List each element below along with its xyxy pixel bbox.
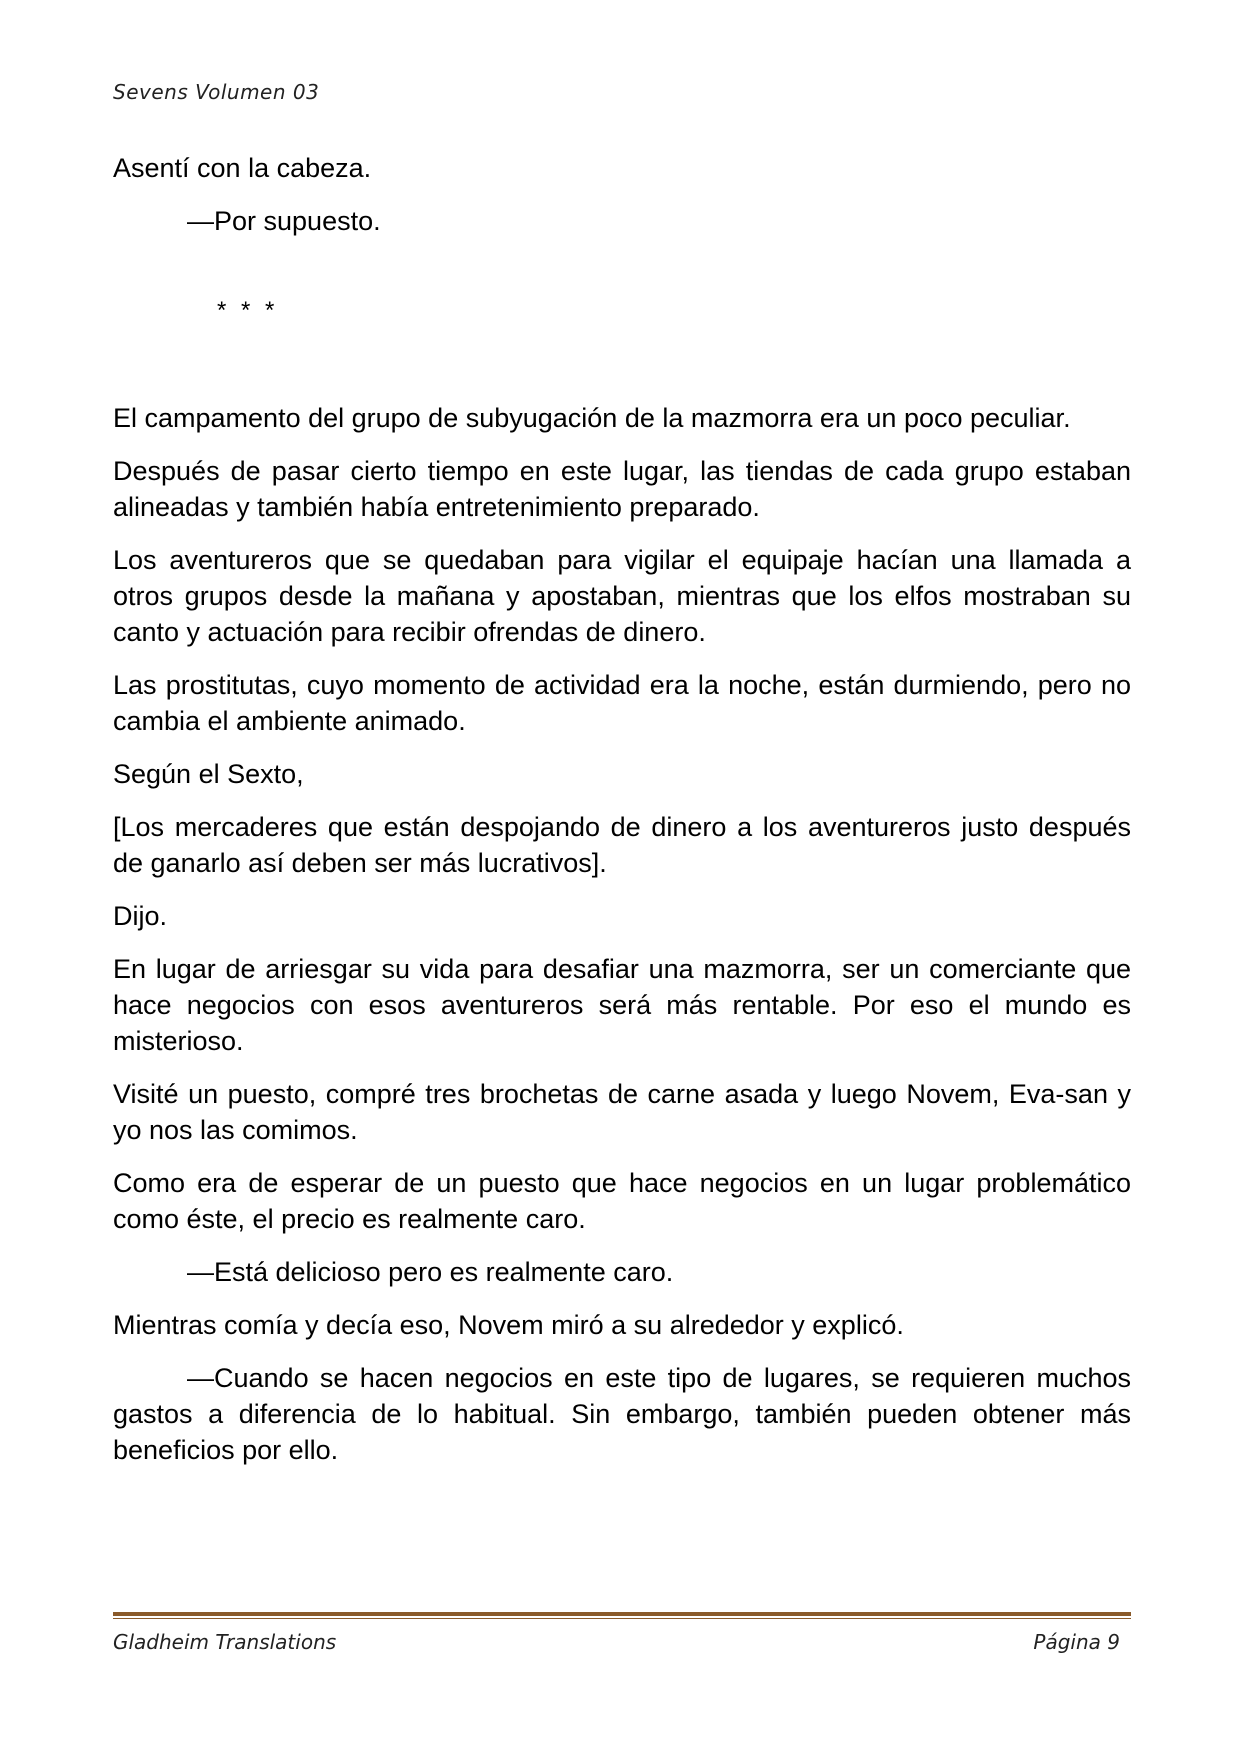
paragraph: Visité un puesto, compré tres brochetas de carne asada y luego Novem, Eva-san y yo nos las comimos.: [113, 1079, 1131, 1145]
paragraph: Los aventureros que se quedaban para vigilar el equipaje hacían una llamada a otros grupos desde la mañana y apostaban, mientras que los elfos mostraban su canto y actuación para recibir ofrendas de dinero.: [113, 545, 1131, 647]
dialogue-line: —Cuando se hacen negocios en este tipo de lugares, se requieren muchos gastos a diferencia de lo habitual. Sin embargo, también pueden obtener más beneficios por ello.: [113, 1363, 1131, 1465]
footer-divider-thin: [113, 1618, 1131, 1619]
paragraph: Asentí con la cabeza.: [113, 153, 372, 183]
paragraph: [Los mercaderes que están despojando de dinero a los aventureros justo después de ganarlo así deben ser más lucrativos].: [113, 812, 1131, 878]
paragraph: Mientras comía y decía eso, Novem miró a su alrededor y explicó.: [113, 1310, 904, 1340]
paragraph: Según el Sexto,: [113, 759, 304, 789]
scene-separator: * * *: [217, 297, 279, 324]
paragraph: En lugar de arriesgar su vida para desafiar una mazmorra, ser un comerciante que hace negocios con esos aventureros será más rentable. Por eso el mundo es misterioso.: [113, 954, 1131, 1056]
footer-divider: [113, 1612, 1131, 1616]
paragraph: Las prostitutas, cuyo momento de actividad era la noche, están durmiendo, pero no cambia el ambiente animado.: [113, 670, 1131, 736]
footer-credit: Gladheim Translations: [113, 1630, 337, 1654]
dialogue-line: —Está delicioso pero es realmente caro.: [187, 1257, 674, 1287]
paragraph: Dijo.: [113, 901, 168, 931]
page-body: [113, 150, 1131, 1485]
running-header: Sevens Volumen 03: [113, 80, 320, 104]
paragraph: El campamento del grupo de subyugación de la mazmorra era un poco peculiar.: [113, 403, 1071, 433]
paragraph: Después de pasar cierto tiempo en este lugar, las tiendas de cada grupo estaban alineadas y también había entretenimiento preparado.: [113, 456, 1131, 522]
paragraph: Como era de esperar de un puesto que hace negocios en un lugar problemático como éste, el precio es realmente caro.: [113, 1168, 1131, 1234]
dialogue-line: —Por supuesto.: [187, 206, 381, 236]
page-number: Página 9: [1033, 1630, 1120, 1654]
